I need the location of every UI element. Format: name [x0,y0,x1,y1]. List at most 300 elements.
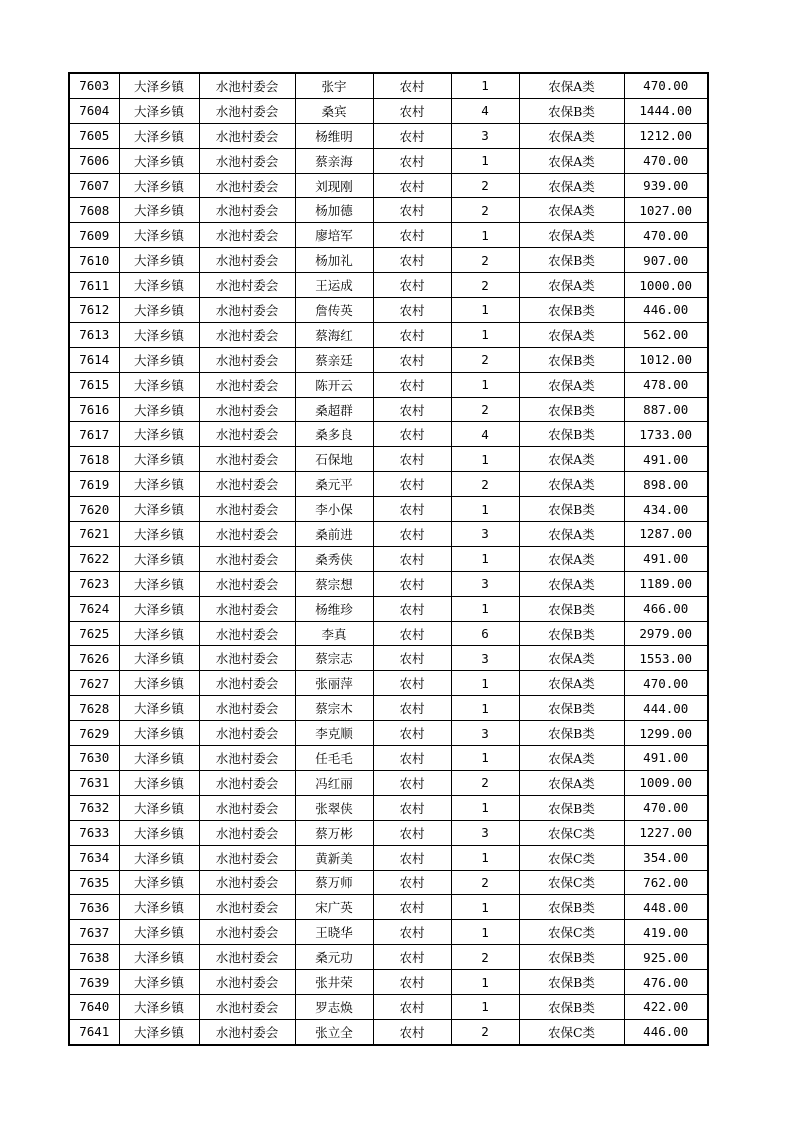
household-size-cell: 1 [451,148,519,173]
subsidy-amount-cell: 470.00 [624,223,708,248]
table-row [69,671,708,696]
table-row [69,721,708,746]
village-committee-cell: 水池村委会 [199,820,295,845]
household-size-cell: 1 [451,223,519,248]
recipient-name-cell: 冯红丽 [295,770,373,795]
village-committee-cell: 水池村委会 [199,746,295,771]
table-row [69,447,708,472]
table-row [69,248,708,273]
household-type-cell: 农村 [373,994,451,1019]
household-size-cell: 2 [451,945,519,970]
subsidy-amount-cell: 887.00 [624,397,708,422]
recipient-name-cell: 桑多良 [295,422,373,447]
household-type-cell: 农村 [373,895,451,920]
insurance-category-cell: 农保B类 [519,721,624,746]
insurance-category-cell: 农保A类 [519,223,624,248]
serial-number-cell: 7633 [69,820,119,845]
village-committee-cell: 水池村委会 [199,422,295,447]
household-type-cell: 农村 [373,845,451,870]
recipient-name-cell: 蔡万师 [295,870,373,895]
household-size-cell: 1 [451,596,519,621]
village-committee-cell: 水池村委会 [199,522,295,547]
serial-number-cell: 7629 [69,721,119,746]
table-row [69,596,708,621]
serial-number-cell: 7607 [69,173,119,198]
table-row [69,198,708,223]
village-committee-cell: 水池村委会 [199,696,295,721]
subsidy-amount-cell: 1027.00 [624,198,708,223]
subsidy-amount-cell: 1012.00 [624,347,708,372]
household-type-cell: 农村 [373,522,451,547]
household-type-cell: 农村 [373,447,451,472]
recipient-name-cell: 詹传英 [295,298,373,323]
village-committee-cell: 水池村委会 [199,994,295,1019]
subsidy-amount-cell: 1444.00 [624,98,708,123]
township-cell: 大泽乡镇 [119,646,199,671]
subsidy-amount-cell: 491.00 [624,546,708,571]
table-row [69,795,708,820]
household-size-cell: 1 [451,696,519,721]
township-cell: 大泽乡镇 [119,945,199,970]
table-row [69,820,708,845]
household-size-cell: 2 [451,173,519,198]
serial-number-cell: 7609 [69,223,119,248]
household-size-cell: 6 [451,621,519,646]
township-cell: 大泽乡镇 [119,497,199,522]
village-committee-cell: 水池村委会 [199,447,295,472]
subsidy-amount-cell: 470.00 [624,73,708,98]
recipient-name-cell: 蔡宗志 [295,646,373,671]
table-row [69,173,708,198]
village-committee-cell: 水池村委会 [199,223,295,248]
township-cell: 大泽乡镇 [119,895,199,920]
table-row [69,522,708,547]
recipient-name-cell: 任毛毛 [295,746,373,771]
household-type-cell: 农村 [373,795,451,820]
recipient-name-cell: 蔡万彬 [295,820,373,845]
insurance-category-cell: 农保B类 [519,497,624,522]
serial-number-cell: 7611 [69,273,119,298]
subsidy-amount-cell: 491.00 [624,447,708,472]
township-cell: 大泽乡镇 [119,671,199,696]
subsidy-amount-cell: 470.00 [624,671,708,696]
insurance-category-cell: 农保A类 [519,746,624,771]
serial-number-cell: 7631 [69,770,119,795]
insurance-category-cell: 农保A类 [519,273,624,298]
village-committee-cell: 水池村委会 [199,671,295,696]
serial-number-cell: 7614 [69,347,119,372]
recipient-name-cell: 蔡海红 [295,322,373,347]
subsidy-amount-cell: 476.00 [624,970,708,995]
recipient-name-cell: 张立全 [295,1019,373,1044]
recipient-name-cell: 石保地 [295,447,373,472]
table-row [69,273,708,298]
township-cell: 大泽乡镇 [119,273,199,298]
household-type-cell: 农村 [373,173,451,198]
township-cell: 大泽乡镇 [119,820,199,845]
household-size-cell: 1 [451,322,519,347]
household-type-cell: 农村 [373,123,451,148]
household-type-cell: 农村 [373,98,451,123]
subsidy-amount-cell: 491.00 [624,746,708,771]
table-row [69,497,708,522]
township-cell: 大泽乡镇 [119,845,199,870]
township-cell: 大泽乡镇 [119,298,199,323]
subsidy-amount-cell: 898.00 [624,472,708,497]
township-cell: 大泽乡镇 [119,920,199,945]
table-row [69,148,708,173]
recipient-name-cell: 桑超群 [295,397,373,422]
village-committee-cell: 水池村委会 [199,646,295,671]
household-size-cell: 1 [451,671,519,696]
subsidy-amount-cell: 2979.00 [624,621,708,646]
recipient-name-cell: 蔡亲海 [295,148,373,173]
household-type-cell: 农村 [373,721,451,746]
village-committee-cell: 水池村委会 [199,795,295,820]
subsidy-amount-cell: 1009.00 [624,770,708,795]
table-row [69,895,708,920]
township-cell: 大泽乡镇 [119,148,199,173]
household-size-cell: 3 [451,820,519,845]
table-row [69,970,708,995]
table-row [69,945,708,970]
household-type-cell: 农村 [373,945,451,970]
subsidy-amount-cell: 1212.00 [624,123,708,148]
table-row [69,696,708,721]
household-type-cell: 农村 [373,546,451,571]
township-cell: 大泽乡镇 [119,522,199,547]
subsidy-amount-cell: 470.00 [624,795,708,820]
recipient-name-cell: 张翠侠 [295,795,373,820]
serial-number-cell: 7615 [69,372,119,397]
recipient-name-cell: 王晓华 [295,920,373,945]
insurance-category-cell: 农保A类 [519,198,624,223]
subsidy-amount-cell: 1287.00 [624,522,708,547]
table-row [69,646,708,671]
township-cell: 大泽乡镇 [119,397,199,422]
serial-number-cell: 7628 [69,696,119,721]
township-cell: 大泽乡镇 [119,472,199,497]
insurance-category-cell: 农保A类 [519,646,624,671]
village-committee-cell: 水池村委会 [199,870,295,895]
subsidy-amount-cell: 1299.00 [624,721,708,746]
village-committee-cell: 水池村委会 [199,372,295,397]
recipient-name-cell: 桑宾 [295,98,373,123]
recipient-name-cell: 蔡宗想 [295,571,373,596]
household-size-cell: 1 [451,895,519,920]
township-cell: 大泽乡镇 [119,870,199,895]
subsidy-amount-cell: 354.00 [624,845,708,870]
village-committee-cell: 水池村委会 [199,173,295,198]
recipient-name-cell: 王运成 [295,273,373,298]
subsidy-amount-cell: 470.00 [624,148,708,173]
serial-number-cell: 7616 [69,397,119,422]
village-committee-cell: 水池村委会 [199,322,295,347]
table-row [69,571,708,596]
household-size-cell: 1 [451,994,519,1019]
township-cell: 大泽乡镇 [119,322,199,347]
village-committee-cell: 水池村委会 [199,721,295,746]
subsidy-amount-cell: 419.00 [624,920,708,945]
township-cell: 大泽乡镇 [119,73,199,98]
insurance-category-cell: 农保A类 [519,148,624,173]
household-size-cell: 1 [451,970,519,995]
recipient-name-cell: 李克顺 [295,721,373,746]
household-size-cell: 3 [451,522,519,547]
household-size-cell: 1 [451,920,519,945]
household-type-cell: 农村 [373,770,451,795]
table-row [69,298,708,323]
township-cell: 大泽乡镇 [119,123,199,148]
household-size-cell: 2 [451,198,519,223]
household-size-cell: 3 [451,646,519,671]
village-committee-cell: 水池村委会 [199,397,295,422]
subsidy-amount-cell: 1000.00 [624,273,708,298]
subsidy-amount-cell: 444.00 [624,696,708,721]
serial-number-cell: 7617 [69,422,119,447]
recipient-name-cell: 李真 [295,621,373,646]
table-row [69,123,708,148]
table-row [69,746,708,771]
serial-number-cell: 7636 [69,895,119,920]
village-committee-cell: 水池村委会 [199,298,295,323]
insurance-category-cell: 农保B类 [519,970,624,995]
household-type-cell: 农村 [373,298,451,323]
household-type-cell: 农村 [373,347,451,372]
table-row [69,223,708,248]
table-row [69,546,708,571]
household-type-cell: 农村 [373,596,451,621]
township-cell: 大泽乡镇 [119,347,199,372]
table-row [69,770,708,795]
township-cell: 大泽乡镇 [119,746,199,771]
township-cell: 大泽乡镇 [119,770,199,795]
recipient-name-cell: 蔡亲廷 [295,347,373,372]
table-row [69,322,708,347]
village-committee-cell: 水池村委会 [199,621,295,646]
village-committee-cell: 水池村委会 [199,73,295,98]
insurance-category-cell: 农保B类 [519,696,624,721]
household-type-cell: 农村 [373,198,451,223]
household-size-cell: 1 [451,298,519,323]
serial-number-cell: 7625 [69,621,119,646]
insurance-category-cell: 农保C类 [519,845,624,870]
village-committee-cell: 水池村委会 [199,248,295,273]
insurance-category-cell: 农保A类 [519,571,624,596]
recipient-name-cell: 宋广英 [295,895,373,920]
serial-number-cell: 7638 [69,945,119,970]
household-size-cell: 1 [451,845,519,870]
subsidy-roster-table [68,72,709,1046]
village-committee-cell: 水池村委会 [199,945,295,970]
table-row [69,73,708,98]
household-size-cell: 2 [451,472,519,497]
table-row [69,845,708,870]
township-cell: 大泽乡镇 [119,994,199,1019]
insurance-category-cell: 农保C类 [519,870,624,895]
subsidy-amount-cell: 562.00 [624,322,708,347]
recipient-name-cell: 罗志焕 [295,994,373,1019]
township-cell: 大泽乡镇 [119,621,199,646]
serial-number-cell: 7637 [69,920,119,945]
recipient-name-cell: 杨加礼 [295,248,373,273]
subsidy-amount-cell: 448.00 [624,895,708,920]
township-cell: 大泽乡镇 [119,571,199,596]
household-size-cell: 2 [451,770,519,795]
village-committee-cell: 水池村委会 [199,497,295,522]
township-cell: 大泽乡镇 [119,447,199,472]
serial-number-cell: 7626 [69,646,119,671]
subsidy-amount-cell: 939.00 [624,173,708,198]
serial-number-cell: 7612 [69,298,119,323]
household-size-cell: 1 [451,497,519,522]
serial-number-cell: 7610 [69,248,119,273]
household-type-cell: 农村 [373,422,451,447]
household-type-cell: 农村 [373,397,451,422]
household-type-cell: 农村 [373,696,451,721]
household-type-cell: 农村 [373,372,451,397]
village-committee-cell: 水池村委会 [199,98,295,123]
table-row [69,98,708,123]
household-size-cell: 2 [451,870,519,895]
serial-number-cell: 7639 [69,970,119,995]
village-committee-cell: 水池村委会 [199,571,295,596]
serial-number-cell: 7603 [69,73,119,98]
insurance-category-cell: 农保A类 [519,472,624,497]
household-type-cell: 农村 [373,621,451,646]
recipient-name-cell: 桑元功 [295,945,373,970]
insurance-category-cell: 农保B类 [519,397,624,422]
recipient-name-cell: 杨维明 [295,123,373,148]
serial-number-cell: 7619 [69,472,119,497]
village-committee-cell: 水池村委会 [199,546,295,571]
household-size-cell: 2 [451,397,519,422]
household-size-cell: 1 [451,746,519,771]
household-type-cell: 农村 [373,820,451,845]
table-row [69,372,708,397]
recipient-name-cell: 张井荣 [295,970,373,995]
village-committee-cell: 水池村委会 [199,123,295,148]
serial-number-cell: 7635 [69,870,119,895]
village-committee-cell: 水池村委会 [199,347,295,372]
household-size-cell: 1 [451,447,519,472]
insurance-category-cell: 农保A类 [519,322,624,347]
insurance-category-cell: 农保A类 [519,770,624,795]
household-size-cell: 2 [451,347,519,372]
household-type-cell: 农村 [373,746,451,771]
subsidy-amount-cell: 907.00 [624,248,708,273]
township-cell: 大泽乡镇 [119,223,199,248]
insurance-category-cell: 农保A类 [519,123,624,148]
household-type-cell: 农村 [373,870,451,895]
insurance-category-cell: 农保B类 [519,422,624,447]
subsidy-amount-cell: 446.00 [624,298,708,323]
serial-number-cell: 7608 [69,198,119,223]
household-type-cell: 农村 [373,223,451,248]
insurance-category-cell: 农保B类 [519,248,624,273]
table-row [69,870,708,895]
village-committee-cell: 水池村委会 [199,770,295,795]
insurance-category-cell: 农保C类 [519,820,624,845]
serial-number-cell: 7613 [69,322,119,347]
insurance-category-cell: 农保A类 [519,447,624,472]
recipient-name-cell: 桑秀侠 [295,546,373,571]
recipient-name-cell: 李小保 [295,497,373,522]
household-type-cell: 农村 [373,273,451,298]
subsidy-amount-cell: 422.00 [624,994,708,1019]
serial-number-cell: 7604 [69,98,119,123]
village-committee-cell: 水池村委会 [199,920,295,945]
insurance-category-cell: 农保B类 [519,621,624,646]
table-row [69,1019,708,1044]
village-committee-cell: 水池村委会 [199,596,295,621]
subsidy-amount-cell: 1553.00 [624,646,708,671]
township-cell: 大泽乡镇 [119,422,199,447]
household-size-cell: 1 [451,73,519,98]
recipient-name-cell: 桑元平 [295,472,373,497]
subsidy-amount-cell: 446.00 [624,1019,708,1044]
insurance-category-cell: 农保A类 [519,173,624,198]
recipient-name-cell: 刘现刚 [295,173,373,198]
table-row [69,994,708,1019]
serial-number-cell: 7605 [69,123,119,148]
township-cell: 大泽乡镇 [119,198,199,223]
serial-number-cell: 7632 [69,795,119,820]
serial-number-cell: 7606 [69,148,119,173]
village-committee-cell: 水池村委会 [199,1019,295,1044]
township-cell: 大泽乡镇 [119,721,199,746]
insurance-category-cell: 农保B类 [519,98,624,123]
household-size-cell: 3 [451,123,519,148]
recipient-name-cell: 桑前进 [295,522,373,547]
household-type-cell: 农村 [373,646,451,671]
village-committee-cell: 水池村委会 [199,273,295,298]
recipient-name-cell: 陈开云 [295,372,373,397]
recipient-name-cell: 蔡宗木 [295,696,373,721]
insurance-category-cell: 农保B类 [519,596,624,621]
insurance-category-cell: 农保B类 [519,347,624,372]
household-type-cell: 农村 [373,472,451,497]
recipient-name-cell: 张宇 [295,73,373,98]
village-committee-cell: 水池村委会 [199,895,295,920]
insurance-category-cell: 农保A类 [519,73,624,98]
household-type-cell: 农村 [373,497,451,522]
township-cell: 大泽乡镇 [119,1019,199,1044]
household-type-cell: 农村 [373,920,451,945]
serial-number-cell: 7624 [69,596,119,621]
subsidy-amount-cell: 762.00 [624,870,708,895]
township-cell: 大泽乡镇 [119,696,199,721]
household-size-cell: 2 [451,273,519,298]
table-row [69,397,708,422]
household-type-cell: 农村 [373,248,451,273]
household-size-cell: 4 [451,98,519,123]
serial-number-cell: 7627 [69,671,119,696]
household-type-cell: 农村 [373,73,451,98]
township-cell: 大泽乡镇 [119,173,199,198]
subsidy-amount-cell: 466.00 [624,596,708,621]
subsidy-amount-cell: 478.00 [624,372,708,397]
serial-number-cell: 7630 [69,746,119,771]
village-committee-cell: 水池村委会 [199,148,295,173]
insurance-category-cell: 农保B类 [519,994,624,1019]
serial-number-cell: 7640 [69,994,119,1019]
insurance-category-cell: 农保C类 [519,920,624,945]
subsidy-amount-cell: 1733.00 [624,422,708,447]
household-type-cell: 农村 [373,322,451,347]
insurance-category-cell: 农保B类 [519,795,624,820]
insurance-category-cell: 农保A类 [519,522,624,547]
